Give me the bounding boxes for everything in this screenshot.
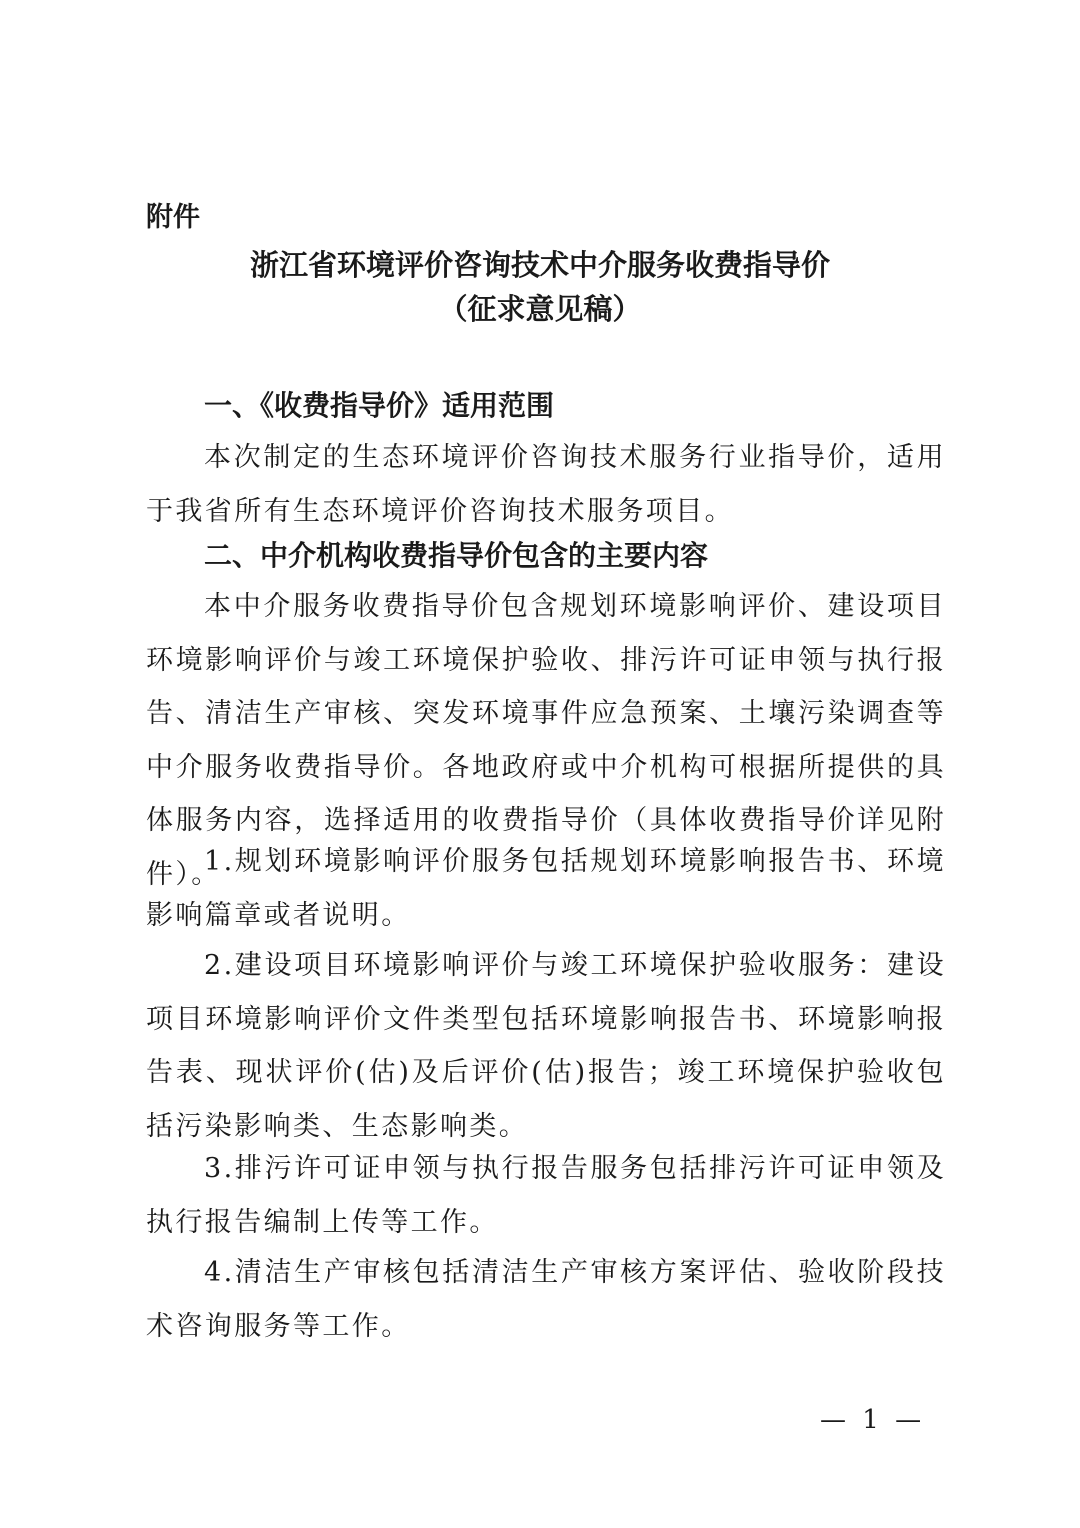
document-subtitle: （征求意见稿） xyxy=(438,292,642,326)
paragraph-contents-intro: 本中介服务收费指导价包含规划环境影响评价、建设项目环境影响评价与竣工环境保护验收、排污许可证申领与执行报告、清洁生产审核、突发环境事件应急预案、土壤污染调查等中介服务收费指导价。各地政府或中介机构可根据所提供的具体服务内容，选择适用的收费指导价（具体收费指导价详见附件）。 xyxy=(146,591,946,890)
attachment-label: 附件 xyxy=(146,202,200,233)
page-number: — 1 — xyxy=(820,1405,926,1435)
document-title: 浙江省环境评价咨询技术中介服务收费指导价 xyxy=(249,248,830,282)
section-heading-contents: 二、中介机构收费指导价包含的主要内容 xyxy=(204,539,709,572)
paragraph-item-3: 3.排污许可证申领与执行报告服务包括排污许可证申领及执行报告编制上传等工作。 xyxy=(146,1153,946,1238)
paragraph-item-4: 4.清洁生产审核包括清洁生产审核方案评估、验收阶段技术咨询服务等工作。 xyxy=(146,1257,946,1342)
section-heading-scope: 一、《收费指导价》适用范围 xyxy=(204,389,555,422)
paragraph-item-2: 2.建设项目环境影响评价与竣工环境保护验收服务：建设项目环境影响评价文件类型包括环境影响报告书、环境影响报告表、现状评价(估)及后评价(估)报告；竣工环境保护验收包括污染影响类、生态影响类。 xyxy=(146,950,946,1142)
paragraph-item-1: 1.规划环境影响评价服务包括规划环境影响报告书、环境影响篇章或者说明。 xyxy=(146,846,946,931)
paragraph-scope: 本次制定的生态环境评价咨询技术服务行业指导价，适用于我省所有生态环境评价咨询技术服务项目。 xyxy=(146,442,946,527)
